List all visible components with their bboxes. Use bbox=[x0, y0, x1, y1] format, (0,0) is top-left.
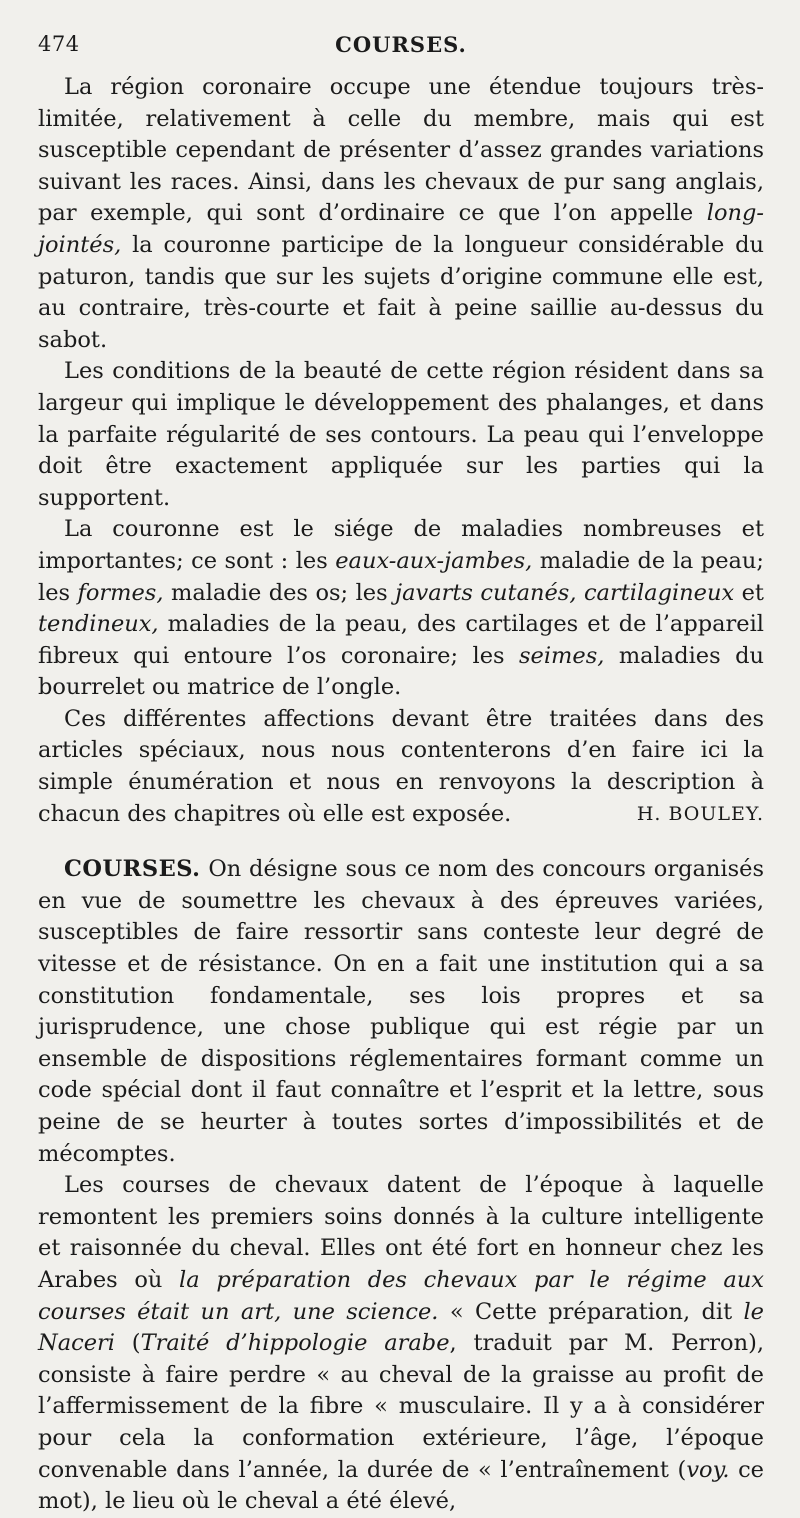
page-header bbox=[38, 28, 764, 72]
page-number: 474 bbox=[38, 32, 80, 56]
article-headword: COURSES. bbox=[64, 856, 201, 883]
running-title: COURSES. bbox=[335, 32, 467, 57]
paragraph-courses-history: Les courses de chevaux datent de l’époque à laquelle remontent les premiers soins donnés à la culture intelligente et raisonnée du cheval. Elles ont été fort en honneur chez les Arabes où la préparation des chevaux par le régime aux courses était un art, une science. « Cette préparation, dit le Naceri (Traité d’hippologie arabe, traduit par M. Perron), consiste à faire perdre « au cheval de la graisse au profit de l’affermissement de la fibre « musculaire. Il y a à considérer pour cela la conformation extérieure, l’âge, l’époque convenable dans l’année, la durée de « l’entraînement (voy. ce mot), le lieu où le cheval a été élevé, bbox=[38, 1172, 764, 1515]
paragraph-coronary-region: La région coronaire occupe une étendue toujours très-limitée, relativement à celle du membre, mais qui est susceptible cependant de présenter d’assez grandes variations suivant les races. Ainsi, dans les chevaux de pur sang anglais, par exemple, qui sont d’ordinaire ce que l’on appelle long-jointés, la couronne participe de la longueur considérable du paturon, tandis que sur les sujets d’origine commune elle est, au contraire, très-courte et fait à peine saillie au-dessus du sabot. bbox=[38, 74, 764, 353]
paragraph-diseases: La couronne est le siége de maladies nombreuses et importantes; ce sont : les eaux-aux-jambes, maladie de la peau; les formes, maladie des os; les javarts cutanés, cartilagineux et tendineux, maladies de la peau, des cartilages et de l’appareil fibreux qui entoure l’os coronaire; les seimes, maladies du bourrelet ou matrice de l’ongle. bbox=[38, 516, 765, 701]
article-separator bbox=[38, 830, 764, 854]
author-signature: H. BOULEY. bbox=[636, 802, 764, 825]
paragraph-beauty-conditions: Les conditions de la beauté de cette région résident dans sa largeur qui implique le développement des phalanges, et dans la parfaite régularité de ses contours. La peau qui l’enveloppe doit être exactement appliquée sur les parties qui la supportent. bbox=[38, 358, 764, 511]
body-text bbox=[38, 72, 764, 1518]
paragraph-affections: Ces différentes affections devant être traitées dans des articles spéciaux, nous nous contenterons d’en faire ici la simple énumération et nous en renvoyons la description à chacun des chapitres où elle est exposée. H. BOULEY. bbox=[38, 704, 764, 830]
paragraph-courses-definition: COURSES. On désigne sous ce nom des concours organisés en vue de soumettre les chevaux à des épreuves variées, susceptibles de faire ressortir sans conteste leur degré de vitesse et de résistance. On en a fait une institution qui a sa constitution fondamentale, ses lois propres et sa jurisprudence, une chose publique qui est régie par un ensemble de dispositions réglementaires formant comme un code spécial dont il faut connaître et l’esprit et la lettre, sous peine de se heurter à toutes sortes d’impossibilités et de mécomptes. bbox=[38, 856, 764, 1167]
